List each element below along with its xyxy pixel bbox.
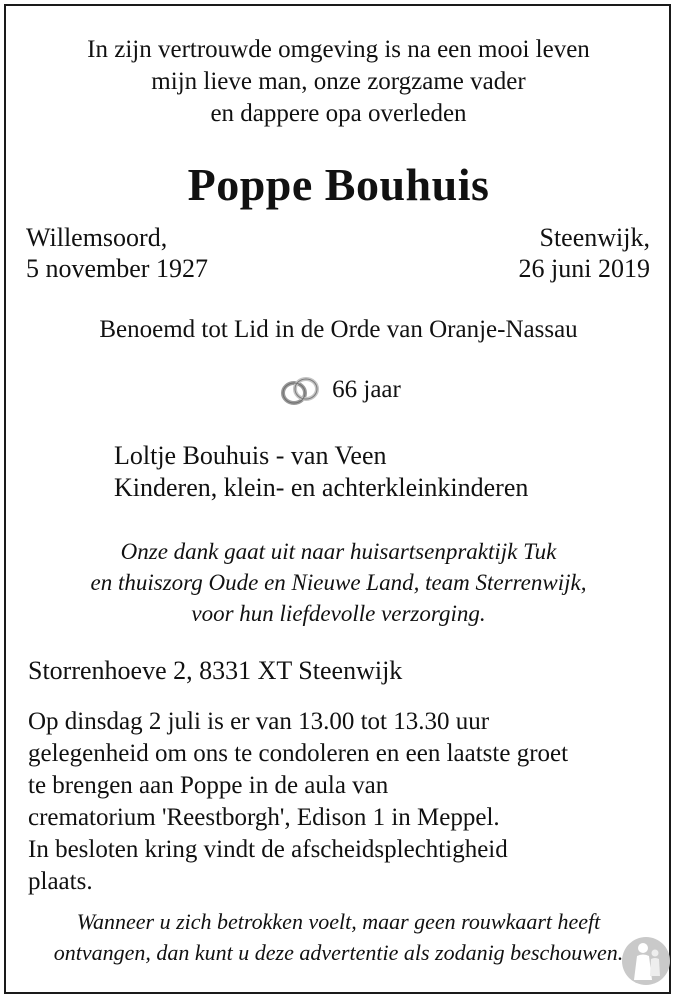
wedding-rings-icon [276,374,324,408]
death-place: Steenwijk, [539,223,650,252]
birth-info [26,222,208,284]
memorial-figure-icon [621,936,671,986]
thanks-line: Onze dank gaat uit naar huisartsenpraktijk Tuk [120,539,557,564]
birth-date: 5 november 1927 [26,254,208,283]
family-list [114,440,528,504]
intro-line: mijn lieve man, onze zorgzame vader [151,68,526,95]
family-line: Loltje Bouhuis - van Veen [114,441,387,470]
thanks-text [0,536,677,629]
home-address: Storrenhoeve 2, 8331 XT Steenwijk [28,656,403,685]
family-line: Kinderen, klein- en achterkleinkinderen [114,473,529,502]
service-line: gelegenheid om ons te condoleren en een laatste groet [28,740,569,767]
deceased-name: Poppe Bouhuis [187,159,490,210]
death-info [519,222,650,284]
marriage-info [0,373,677,407]
closing-line: ontvangen, dan kunt u deze advertentie als zodanig beschouwen. [53,940,624,965]
thanks-line: en thuiszorg Oude en Nieuwe Land, team Sterrenwijk, [90,570,587,595]
service-line: In besloten kring vindt de afscheidsplechtigheid [28,836,508,863]
intro-line: In zijn vertrouwde omgeving is na een mooi leven [87,36,590,63]
service-line: te brengen aan Poppe in de aula van [28,772,389,799]
closing-note [0,906,677,968]
honour-text: Benoemd tot Lid in de Orde van Oranje-Nassau [99,316,578,343]
birth-place: Willemsoord, [26,223,168,252]
service-line: plaats. [28,868,93,895]
service-line: Op dinsdag 2 juli is er van 13.00 tot 13.30 uur [28,708,490,735]
marriage-years: 66 jaar [332,376,401,403]
service-line: crematorium 'Reestborgh', Edison 1 in Meppel. [28,804,500,831]
closing-line: Wanneer u zich betrokken voelt, maar geen rouwkaart heeft [76,909,601,934]
intro-text [0,34,677,130]
death-date: 26 juni 2019 [518,254,650,283]
thanks-line: voor hun liefdevolle verzorging. [191,601,486,626]
intro-line: en dappere opa overleden [210,100,467,127]
service-details [28,706,658,898]
